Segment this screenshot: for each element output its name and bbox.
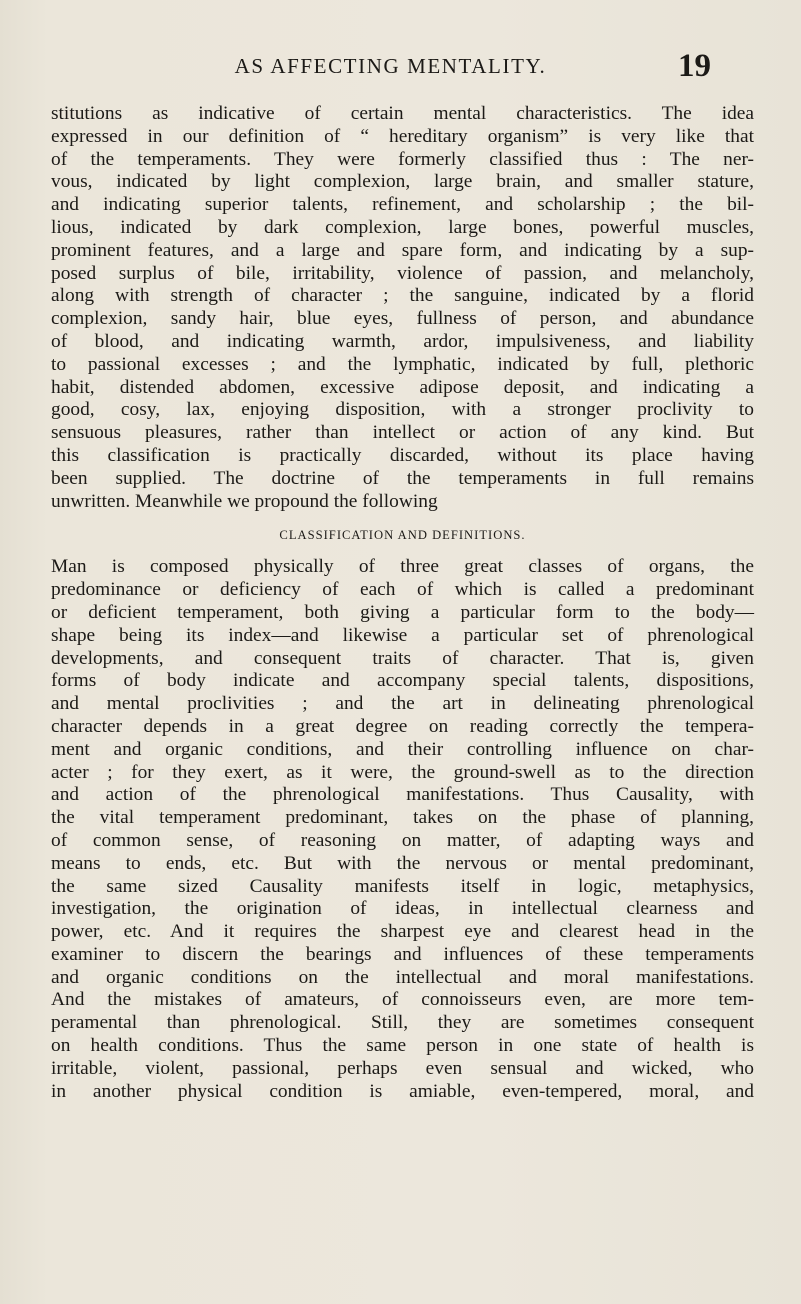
text-line: habit, distended abdomen, excessive adipose deposit, and indicating a: [51, 376, 754, 398]
text-line: of the temperaments. They were formerly classified thus : The ner-: [51, 148, 754, 170]
text-line: unwritten. Meanwhile we propound the following: [51, 490, 438, 512]
text-line: investigation, the origination of ideas, in intellectual clearness and: [51, 898, 754, 920]
text-line: ment and organic conditions, and their controlling influence on char-: [51, 738, 754, 760]
text-line: prominent features, and a large and spare form, and indicating by a sup-: [51, 239, 754, 261]
running-head: [70, 50, 711, 86]
text-line: to passional excesses ; and the lymphatic, indicated by full, plethoric: [51, 353, 754, 375]
text-line: and organic conditions on the intellectual and moral manifestations.: [51, 966, 754, 988]
text-line: examiner to discern the bearings and influences of these temperaments: [51, 943, 754, 965]
text-line: complexion, sandy hair, blue eyes, fullness of person, and abundance: [51, 308, 754, 330]
text-line: predominance or deficiency of each of which is called a predominant: [51, 579, 754, 601]
section-heading: CLASSIFICATION AND DEFINITIONS.: [279, 528, 526, 543]
text-line: in another physical condition is amiable, even-tempered, moral, and: [51, 1080, 754, 1102]
page-number: 19: [678, 48, 711, 84]
text-line: on health conditions. Thus the same person in one state of health is: [51, 1035, 754, 1057]
text-line: irritable, violent, passional, perhaps even sensual and wicked, who: [51, 1057, 754, 1079]
text-line: forms of body indicate and accompany special talents, dispositions,: [51, 670, 754, 692]
text-line: vous, indicated by light complexion, large brain, and smaller stature,: [51, 171, 754, 193]
text-line: the same sized Causality manifests itself in logic, metaphysics,: [51, 875, 754, 897]
text-line: means to ends, etc. But with the nervous or mental predominant,: [51, 852, 754, 874]
text-line: of common sense, of reasoning on matter, of adapting ways and: [51, 829, 754, 851]
text-line: sensuous pleasures, rather than intellect or action of any kind. But: [51, 422, 754, 444]
text-line: and mental proclivities ; and the art in delineating phrenological: [51, 693, 754, 715]
paragraph-temperaments: [51, 103, 754, 513]
text-line: And the mistakes of amateurs, of connoisseurs even, are more tem-: [51, 989, 754, 1011]
text-line: expressed in our definition of “ hereditary organism” is very like that: [51, 125, 754, 147]
text-line: this classification is practically discarded, without its place having: [51, 444, 754, 466]
text-line: the vital temperament predominant, takes on the phase of planning,: [51, 807, 754, 829]
text-line: power, etc. And it requires the sharpest eye and clearest head in the: [51, 921, 754, 943]
text-line: and indicating superior talents, refinement, and scholarship ; the bil-: [51, 194, 754, 216]
text-line: posed surplus of bile, irritability, violence of passion, and melancholy,: [51, 262, 754, 284]
text-line: good, cosy, lax, enjoying disposition, with a stronger proclivity to: [51, 399, 754, 421]
text-line: and action of the phrenological manifestations. Thus Causality, with: [51, 784, 754, 806]
text-line: lious, indicated by dark complexion, large bones, powerful muscles,: [51, 216, 754, 238]
text-line: peramental than phrenological. Still, they are sometimes consequent: [51, 1012, 754, 1034]
text-line: of blood, and indicating warmth, ardor, impulsiveness, and liability: [51, 330, 754, 352]
text-line: shape being its index—and likewise a particular set of phrenological: [51, 624, 754, 646]
text-line: developments, and consequent traits of character. That is, given: [51, 647, 754, 669]
text-line: or deficient temperament, both giving a particular form to the body—: [51, 601, 754, 623]
text-line: along with strength of character ; the sanguine, indicated by a florid: [51, 285, 754, 307]
paragraph-classification: [51, 556, 754, 1103]
running-title: AS AFFECTING MENTALITY.: [234, 54, 547, 78]
text-line: Man is composed physically of three great classes of organs, the: [51, 556, 754, 578]
body-text: [51, 103, 754, 1103]
text-line: acter ; for they exert, as it were, the ground-swell as to the direction: [51, 761, 754, 783]
text-line: character depends in a great degree on reading correctly the tempera-: [51, 715, 754, 737]
text-line: been supplied. The doctrine of the temperaments in full remains: [51, 467, 754, 489]
text-line: stitutions as indicative of certain mental characteristics. The idea: [51, 103, 754, 124]
